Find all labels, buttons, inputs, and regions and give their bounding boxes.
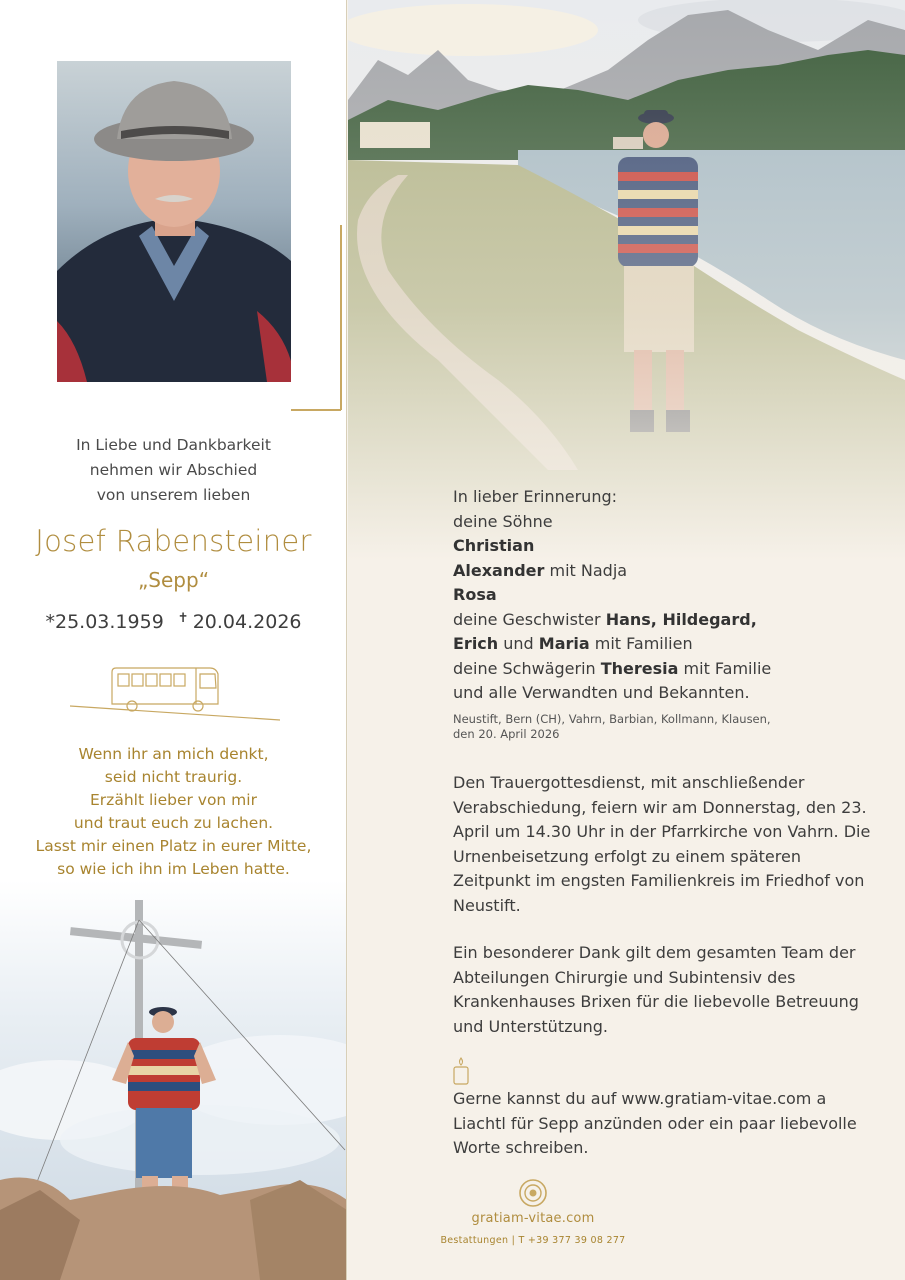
mourners-line (453, 583, 873, 608)
deceased-name: Josef Rabensteiner (35, 524, 312, 558)
mourners-text: deine Schwägerin (453, 658, 601, 678)
cross-icon: ✝ (177, 611, 189, 626)
date-line: den 20. April 2026 (453, 727, 560, 741)
gold-line (291, 409, 341, 411)
places-line: Neustift, Bern (CH), Vahrn, Barbian, Kollmann, Klausen, (453, 712, 771, 726)
poem-line: Lasst mir einen Platz in eurer Mitte, (35, 837, 312, 855)
gold-line (340, 225, 342, 410)
lake-photo (348, 0, 905, 560)
son-name: Alexander (453, 560, 545, 580)
summit-photo (0, 880, 347, 1280)
service-info: Den Trauergottesdienst, mit anschließender Verabschiedung, feiern wir am Donnerstag, den 23. April um 14.30 Uhr in der Pfarrkirche von Vahrn. Die Urnenbeisetzung erfolgt zu einem späteren Zeitpunkt im engsten Familienkreis im Friedhof von Neustift. (453, 773, 871, 915)
life-dates (0, 611, 347, 633)
mourners-line: deine Söhne (453, 511, 553, 531)
daughter-name: Rosa (453, 585, 497, 604)
sibling-names: Hans, Hildegard, (605, 609, 757, 629)
mourners-text: mit Nadja (544, 560, 628, 580)
mourners-line: In lieber Erinnerung: (453, 487, 618, 506)
brand-name: gratiam-vitae.com (471, 1211, 595, 1226)
death-date: 20.04.2026 (192, 611, 302, 633)
gratiam-vitae-logo-icon (518, 1178, 548, 1208)
mourners-text: mit Familie (678, 658, 772, 678)
places-and-date (453, 712, 873, 742)
mourners-line (453, 534, 873, 559)
intro-line: von unserem lieben (96, 486, 251, 504)
birth-date: *25.03.1959 (45, 611, 164, 633)
mourners-line: und alle Verwandten und Bekannten. (453, 683, 750, 702)
mourners-line (453, 559, 873, 584)
right-column (348, 0, 905, 1280)
mourners-line (453, 657, 873, 682)
mourners-line (453, 608, 873, 633)
intro-line: In Liebe und Dankbarkeit (76, 436, 271, 454)
thanks-text: Ein besonderer Dank gilt dem gesamten Team der Abteilungen Chirurgie und Subintensiv des Krankenhauses Brixen für die liebevolle Betreuung und Unterstützung. (453, 943, 859, 1036)
sibling-name: Erich (453, 634, 499, 653)
mourners-list (453, 485, 873, 706)
intro-line: nehmen wir Abschied (89, 461, 258, 479)
contact-info: Bestattungen | T +39 377 39 08 277 (440, 1235, 626, 1246)
candle-icon (452, 1057, 470, 1085)
poem-line: seid nicht traurig. (104, 768, 243, 786)
mourners-text: deine Geschwister (453, 609, 606, 629)
poem-line: Wenn ihr an mich denkt, (78, 745, 269, 763)
left-column (0, 0, 347, 1280)
mourners-text: und (498, 634, 539, 653)
mourners-text: mit Familien (589, 634, 693, 653)
poem-line: so wie ich ihn im Leben hatte. (57, 860, 290, 878)
online-condolence-text: Gerne kannst du auf www.gratiam-vitae.com a Liachtl für Sepp anzünden oder ein paar liebevolle Worte schreiben. (453, 1089, 857, 1157)
poem-line: und traut euch zu lachen. (73, 814, 274, 832)
intro-text (0, 433, 347, 508)
bus-icon (70, 660, 280, 724)
sibling-name: Maria (538, 634, 590, 653)
mourners-line (453, 632, 873, 657)
deceased-nickname: „Sepp“ (137, 568, 210, 592)
poem-line: Erzählt lieber von mir (90, 791, 257, 809)
son-name: Christian (453, 536, 535, 555)
poem (0, 743, 347, 881)
portrait-photo (57, 61, 291, 382)
sister-in-law-name: Theresia (600, 658, 679, 678)
